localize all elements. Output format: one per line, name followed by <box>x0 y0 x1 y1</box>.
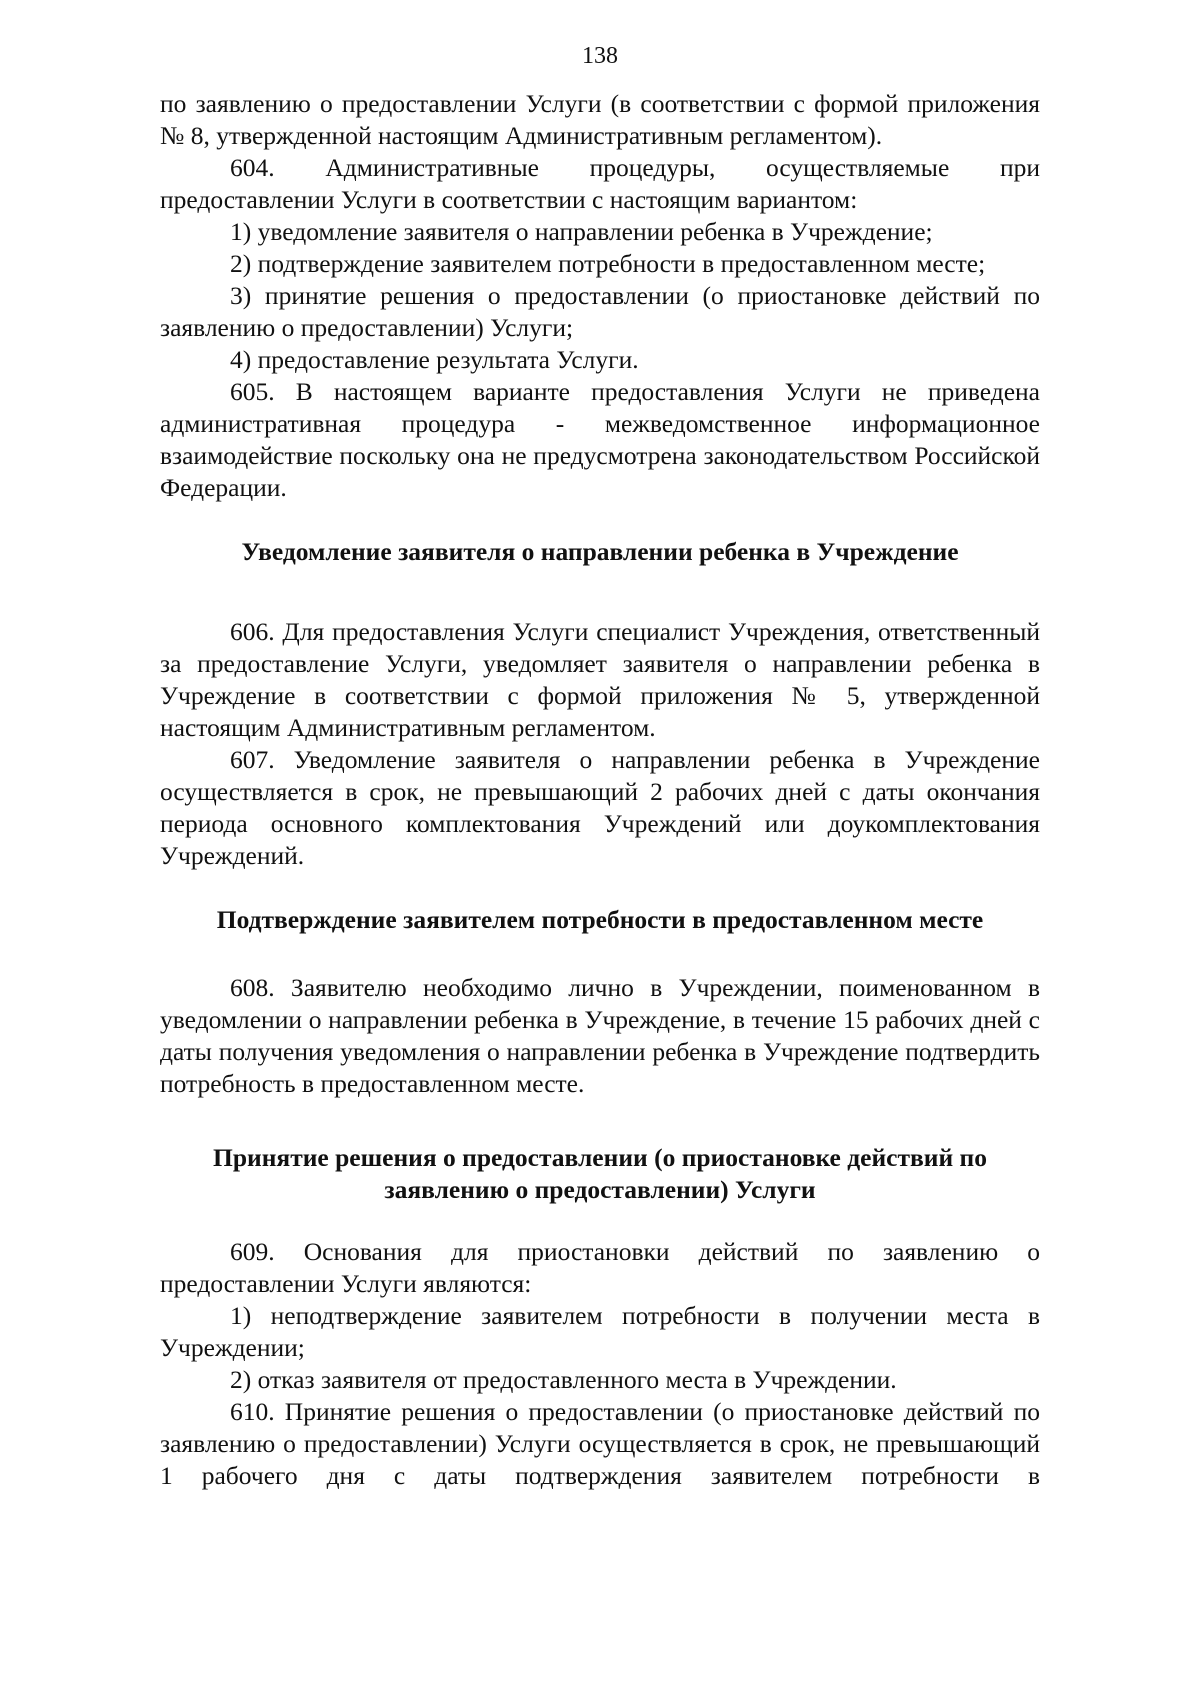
section-heading-decision-line2: заявлению о предоставлении) Услуги <box>384 1175 816 1204</box>
list-item-4: 4) предоставление результата Услуги. <box>230 345 639 374</box>
list-item-609-1: 1) неподтверждение заявителем потребности в получении места в Учреждении; <box>160 1301 1040 1362</box>
paragraph-continuation: по заявлению о предоставлении Услуги (в соответствии с формой приложения № 8, утвержденной настоящим Административным регламентом). <box>160 89 1040 150</box>
section-heading-decision-line1: Принятие решения о предоставлении (о приостановке действий по <box>213 1143 987 1172</box>
section-heading-notification: Уведомление заявителя о направлении ребенка в Учреждение <box>241 537 959 566</box>
paragraph-605: 605. В настоящем варианте предоставления Услуги не приведена административная процедура - межведомственное информационное взаимодействие поскольку она не предусмотрена законодательством Российской Федерации. <box>160 377 1040 502</box>
paragraph-604: 604. Административные процедуры, осуществляемые при предоставлении Услуги в соответствии с настоящим вариантом: <box>160 153 1040 214</box>
paragraph-610: 610. Принятие решения о предоставлении (о приостановке действий по заявлению о предоставлении) Услуги осуществляется в срок, не превышающий 1 рабочего дня с даты подтверждения заявителем потребности в <box>160 1397 1040 1490</box>
paragraph-608: 608. Заявителю необходимо лично в Учреждении, поименованном в уведомлении о направлении ребенка в Учреждение, в течение 15 рабочих дней с даты получения уведомления о направлении ребенка в Учреждение подтвердить потребность в предоставленном месте. <box>160 973 1040 1098</box>
list-item-3: 3) принятие решения о предоставлении (о приостановке действий по заявлению о предоставлении) Услуги; <box>160 281 1040 342</box>
list-item-1: 1) уведомление заявителя о направлении ребенка в Учреждение; <box>230 217 933 246</box>
list-item-609-2: 2) отказ заявителя от предоставленного места в Учреждении. <box>230 1365 897 1394</box>
document-page <box>160 40 1040 1492</box>
paragraph-609: 609. Основания для приостановки действий по заявлению о предоставлении Услуги являются: <box>160 1237 1040 1298</box>
list-item-2: 2) подтверждение заявителем потребности в предоставленном месте; <box>230 249 986 278</box>
page-number: 138 <box>582 43 618 69</box>
section-heading-confirmation: Подтверждение заявителем потребности в предоставленном месте <box>216 905 984 934</box>
paragraph-606: 606. Для предоставления Услуги специалист Учреждения, ответственный за предоставление Услуги, уведомляет заявителя о направлении ребенка в Учреждение в соответствии с формой приложения № 5, утвержденной настоящим Административным регламентом. <box>160 617 1040 742</box>
paragraph-607: 607. Уведомление заявителя о направлении ребенка в Учреждение осуществляется в срок, не превышающий 2 рабочих дней с даты окончания периода основного комплектования Учреждений или доукомплектования Учреждений. <box>160 745 1040 870</box>
section-heading-decision <box>160 1142 1040 1206</box>
